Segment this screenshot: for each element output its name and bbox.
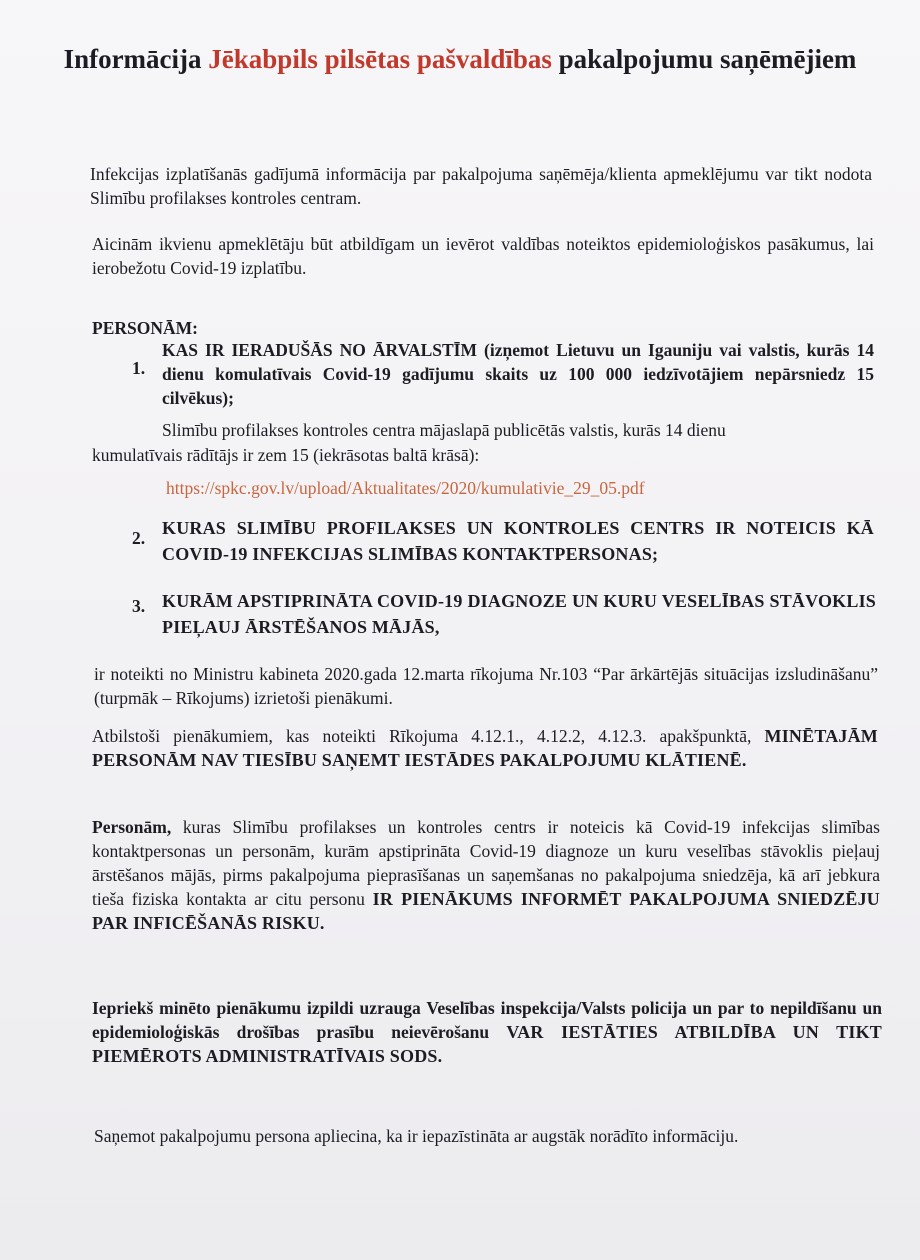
- enforcement-paragraph: [92, 996, 882, 1068]
- spkc-pdf-link[interactable]: https://spkc.gov.lv/upload/Aktualitates/2020/kumulativie_29_05.pdf: [166, 478, 645, 498]
- contact-bold-start: Personām,: [92, 817, 172, 837]
- item-1-number: 1.: [132, 358, 146, 378]
- item-1-text: KAS IR IERADUŠĀS NO ĀRVALSTĪM (izņemot Lietuvu un Igauniju vai valstis, kurās 14 dienu komulatīvais Covid-19 gadījumu skaits uz 100 000 iedzīvotājiem nepārsniedz 15 cilvēkus);: [162, 340, 874, 408]
- item-1-note-line2: kumulatīvais rādītājs ir zem 15 (iekrāsotas baltā krāsā):: [92, 445, 480, 465]
- item-3-number: 3.: [132, 596, 146, 616]
- acknowledgement-paragraph: Saņemot pakalpojumu persona apliecina, ka ir iepazīstināta ar augstāk norādīto informāciju.: [94, 1126, 739, 1146]
- title-part1: Informācija: [63, 44, 209, 74]
- item-2-text: KURAS SLIMĪBU PROFILAKSES UN KONTROLES CENTRS IR NOTEICIS KĀ COVID-19 INFEKCIJAS SLIMĪBAS KONTAKTPERSONAS;: [162, 518, 874, 564]
- contact-plain: kuras Slimību profilakses un kontroles centrs ir noteicis kā Covid-19 infekcijas slimības kontaktpersonas un personām, kurām apstiprināta Covid-19 diagnoze un kuru veselības stāvoklis pieļauj ārstēšanos mājās, pirms pakalpojuma pieprasīšanas un saņemšanas no pakalpojuma sniedzēja, kā arī jebkura tieša fiziska kontakta ar citu personu: [92, 817, 880, 909]
- document-title: [60, 38, 860, 80]
- item-1-note-line1: Slimību profilakses kontroles centra mājaslapā publicētās valstis, kurās 14 dienu: [162, 420, 726, 440]
- enforcement-bold: Iepriekš minēto pienākumu izpildi uzrauga Veselības inspekcija/Valsts policija un par to nepildīšanu un epidemioloģiskās drošības prasību neievērošanu: [92, 998, 882, 1042]
- intro-paragraph-2: Aicinām ikvienu apmeklētāju būt atbildīgam un ievērot valdības noteiktos epidemioloģiskos pasākumus, lai ierobežotu Covid-19 izplatību.: [92, 234, 874, 278]
- obligations-bold: MINĒTAJĀM PERSONĀM NAV TIESĪBU SAŅEMT IESTĀDES PAKALPOJUMU KLĀTIENĒ.: [92, 726, 878, 770]
- title-part3: pakalpojumu saņēmējiem: [551, 44, 857, 74]
- intro-paragraph-1: Infekcijas izplatīšanās gadījumā informācija par pakalpojuma saņēmēja/klienta apmeklējumu var tikt nodota Slimību profilakses kontroles centram.: [90, 164, 872, 208]
- obligations-plain: Atbilstoši pienākumiem, kas noteikti Rīkojuma 4.12.1., 4.12.2, 4.12.3. apakšpunktā,: [92, 726, 765, 746]
- title-municipality: Jēkabpils pilsētas pašvaldības: [208, 44, 552, 74]
- item-2-number: 2.: [132, 528, 146, 548]
- contact-persons-paragraph: [92, 815, 880, 935]
- regulation-paragraph: ir noteikti no Ministru kabineta 2020.gada 12.marta rīkojuma Nr.103 “Par ārkārtējās situācijas izsludināšanu” (turpmāk – Rīkojums) izrietoši pienākumi.: [94, 664, 878, 708]
- contact-bold-end: IR PIENĀKUMS INFORMĒT PAKALPOJUMA SNIEDZĒJU PAR INFICĒŠANĀS RISKU.: [92, 889, 881, 933]
- personam-heading: PERSONĀM:: [92, 318, 198, 338]
- item-3-text: KURĀM APSTIPRINĀTA COVID-19 DIAGNOZE UN KURU VESELĪBAS STĀVOKLIS PIEĻAUJ ĀRSTĒŠANOS MĀJĀS,: [162, 591, 876, 637]
- enforcement-caps: VAR IESTĀTIES ATBILDĪBA UN TIKT PIEMĒROTS ADMINISTRATĪVAIS SODS.: [92, 1022, 882, 1066]
- obligations-paragraph: [92, 724, 878, 772]
